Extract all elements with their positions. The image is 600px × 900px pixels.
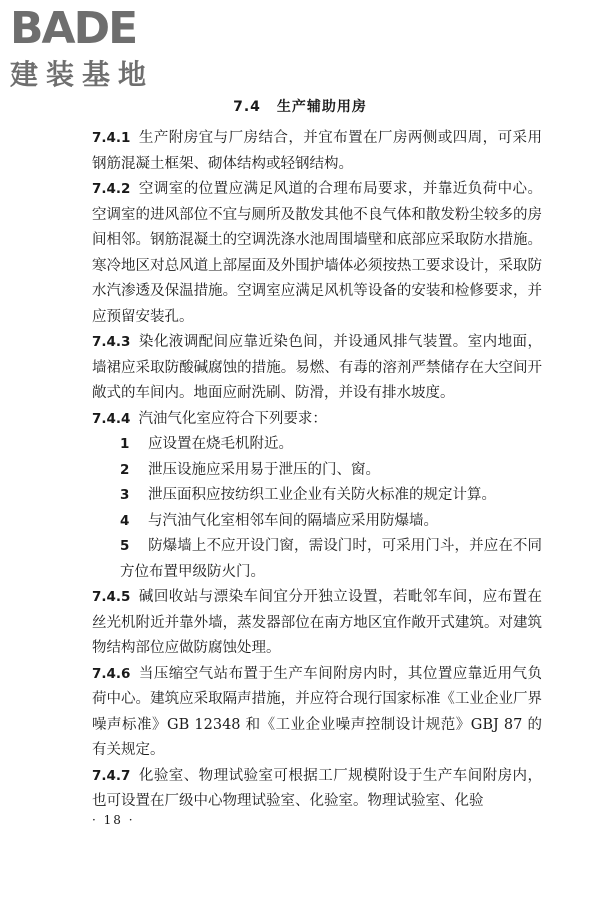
list-item-text: 与汽油气化室相邻车间的隔墙应采用防爆墙。: [148, 512, 438, 529]
clause-text: 碱回收站与漂染车间宜分开独立设置，若毗邻车间，应布置在丝光机附近并靠外墙，蒸发器部位在南方地区宜作敞开式建筑。对建筑物结构部位应做防腐蚀处理。: [92, 589, 542, 656]
clause-text: 生产附房宜与厂房结合，并宜布置在厂房两侧或四周，可采用钢筋混凝土框架、砌体结构或轻钢结构。: [92, 130, 542, 172]
clause-text: 染化液调配间应靠近染色间，并设通风排气装置。室内地面，墙裙应采取防酸碱腐蚀的措施。易燃、有毒的溶剂严禁储存在大空间开敞式的车间内。地面应耐洗刷、防滑，并设有排水坡度。: [92, 334, 542, 401]
list-item-number: 3: [120, 487, 130, 503]
list-item: [92, 534, 542, 585]
clause: [92, 177, 542, 330]
list-item-number: 4: [120, 512, 130, 529]
list-item-number: 1: [120, 436, 130, 452]
clause-number: 7.4.4: [92, 410, 131, 427]
section-number: 7.4: [233, 99, 261, 115]
clause: [92, 764, 542, 815]
list-item-text: 应设置在烧毛机附近。: [148, 436, 293, 452]
list-item-number: 2: [120, 461, 130, 478]
clause-number: 7.4.7: [92, 767, 131, 784]
clause: [92, 126, 542, 177]
list-item: [92, 483, 542, 509]
list-item: [92, 509, 542, 535]
list-item: [92, 432, 542, 458]
clause-number: 7.4.3: [92, 334, 131, 350]
list-item-number: 5: [120, 538, 130, 554]
clause-text: 当压缩空气站布置于生产车间附房内时，其位置应靠近用气负荷中心。建筑应采取隔声措施，并应符合现行国家标准《工业企业厂界噪声标准》GB 12348 和《工业企业噪声控制设计规范》GBJ 87 的有关规定。: [92, 665, 542, 758]
clause: [92, 407, 542, 433]
page-number: · 18 ·: [92, 813, 135, 827]
list-item-text: 泄压面积应按纺织工业企业有关防火标准的规定计算。: [148, 487, 496, 503]
logo-brand: BADE: [10, 3, 137, 54]
document-body: [92, 126, 542, 815]
section-heading: 生产辅助用房: [276, 99, 367, 115]
logo-subtitle: 建装基地: [10, 58, 155, 91]
clause-number: 7.4.2: [92, 181, 131, 197]
watermark-logo: [10, 4, 190, 96]
clause: [92, 330, 542, 407]
clause-number: 7.4.1: [92, 130, 131, 146]
section-title: [0, 96, 600, 116]
list-item-text: 防爆墙上不应开设门窗，需设门时，可采用门斗，并应在不同方位布置甲级防火门。: [120, 538, 542, 580]
list-item-text: 泄压设施应采用易于泄压的门、窗。: [148, 461, 380, 478]
clause-text: 化验室、物理试验室可根据工厂规模附设于生产车间附房内，也可设置在厂级中心物理试验室、化验室。物理试验室、化验: [92, 767, 542, 809]
clause-text: 汽油气化室应符合下列要求：: [138, 410, 327, 427]
clause: [92, 585, 542, 662]
list-item: [92, 458, 542, 484]
clause-number: 7.4.5: [92, 589, 131, 605]
clause-number: 7.4.6: [92, 665, 131, 682]
clause: [92, 662, 542, 764]
clause-text: 空调室的位置应满足风道的合理布局要求，并靠近负荷中心。空调室的进风部位不宜与厕所及散发其他不良气体和散发粉尘较多的房间相邻。钢筋混凝土的空调洗涤水池周围墙壁和底部应采取防水措施。寒冷地区对总风道上部屋面及外围护墙体必须按热工要求设计，采取防水汽渗透及保温措施。空调室应满足风机等设备的安装和检修要求，并应预留安装孔。: [92, 181, 542, 325]
